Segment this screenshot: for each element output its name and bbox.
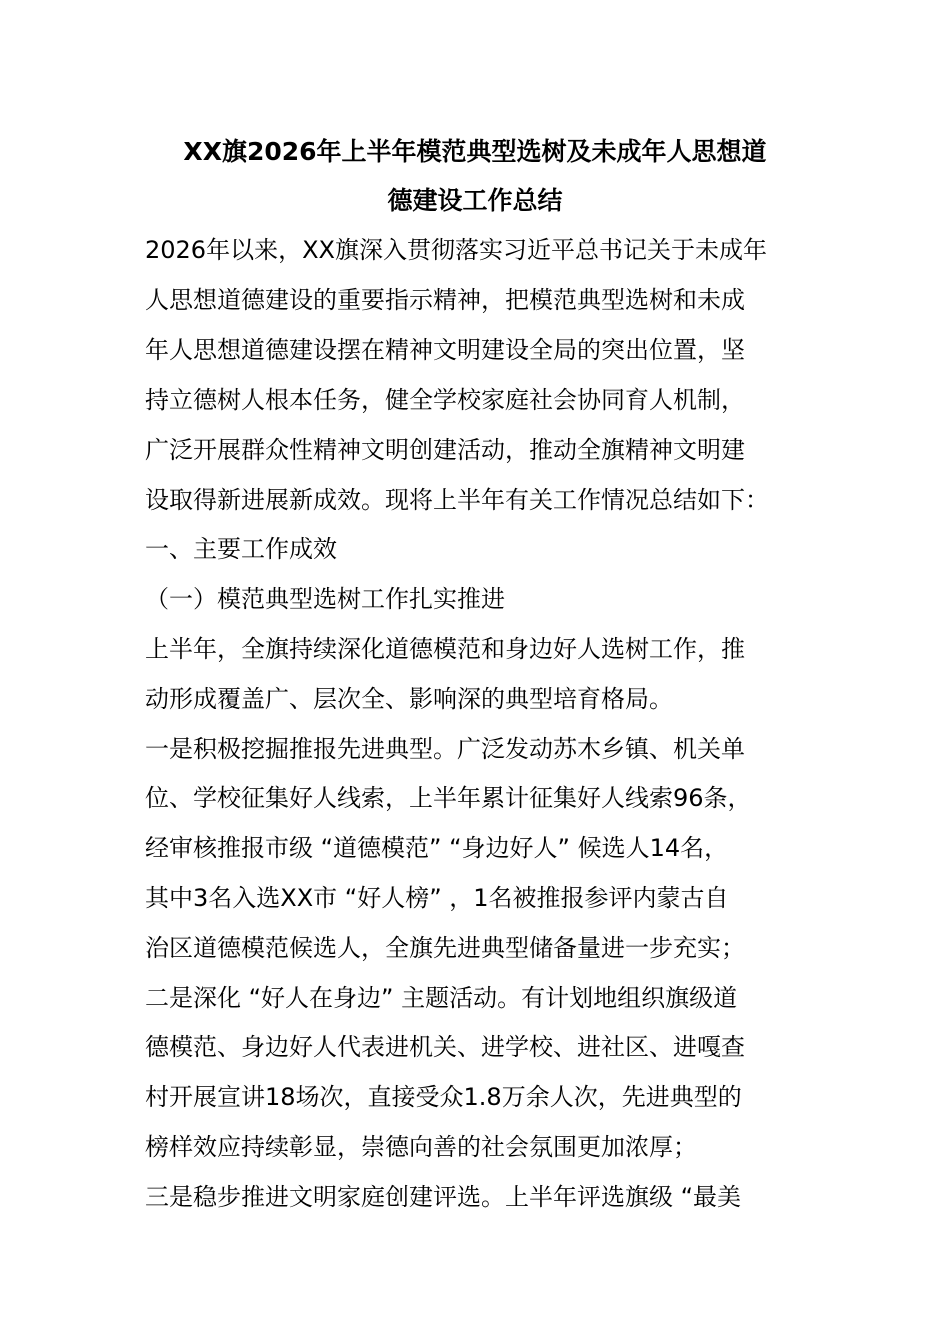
body-line: 位、学校征集好人线索，上半年累计征集好人线索96条， xyxy=(145,784,752,812)
body-line: 二是深化 “好人在身边” 主题活动。有计划地组织旗级道 xyxy=(145,984,738,1012)
body-line: 村开展宣讲18场次，直接受众1.8万余人次，先进典型的 xyxy=(145,1083,742,1111)
body-line: 持立德树人根本任务，健全学校家庭社会协同育人机制， xyxy=(145,386,745,414)
body-line: 经审核推报市级 “道德模范” “身边好人” 候选人14名， xyxy=(145,834,729,862)
body-line: 设取得新进展新成效。现将上半年有关工作情况总结如下： xyxy=(145,486,769,514)
document-title-line-2: 德建设工作总结 xyxy=(387,186,563,215)
body-line: 动形成覆盖广、层次全、影响深的典型培育格局。 xyxy=(145,685,673,713)
body-line: 一是积极挖掘推报先进典型。广泛发动苏木乡镇、机关单 xyxy=(145,735,745,763)
body-line: 2026年以来，XX旗深入贯彻落实习近平总书记关于未成年 xyxy=(145,236,767,264)
body-line: 治区道德模范候选人，全旗先进典型储备量进一步充实； xyxy=(145,934,745,962)
document-title-line-1: XX旗2026年上半年模范典型选树及未成年人思想道 xyxy=(183,137,767,166)
body-line: 年人思想道德建设摆在精神文明建设全局的突出位置，坚 xyxy=(145,336,745,364)
body-line: 榜样效应持续彰显，崇德向善的社会氛围更加浓厚； xyxy=(145,1133,697,1161)
body-line: 德模范、身边好人代表进机关、进学校、进社区、进嘎查 xyxy=(145,1033,745,1061)
section-heading: 一、主要工作成效 xyxy=(145,535,337,563)
subsection-heading: （一）模范典型选树工作扎实推进 xyxy=(145,585,505,613)
body-line: 人思想道德建设的重要指示精神，把模范典型选树和未成 xyxy=(145,286,745,314)
body-line: 三是稳步推进文明家庭创建评选。上半年评选旗级 “最美 xyxy=(145,1183,742,1211)
body-line: 上半年，全旗持续深化道德模范和身边好人选树工作，推 xyxy=(145,635,745,663)
body-line: 其中3名入选XX市 “好人榜” ，1名被推报参评内蒙古自 xyxy=(145,884,729,912)
body-line: 广泛开展群众性精神文明创建活动，推动全旗精神文明建 xyxy=(145,436,745,464)
